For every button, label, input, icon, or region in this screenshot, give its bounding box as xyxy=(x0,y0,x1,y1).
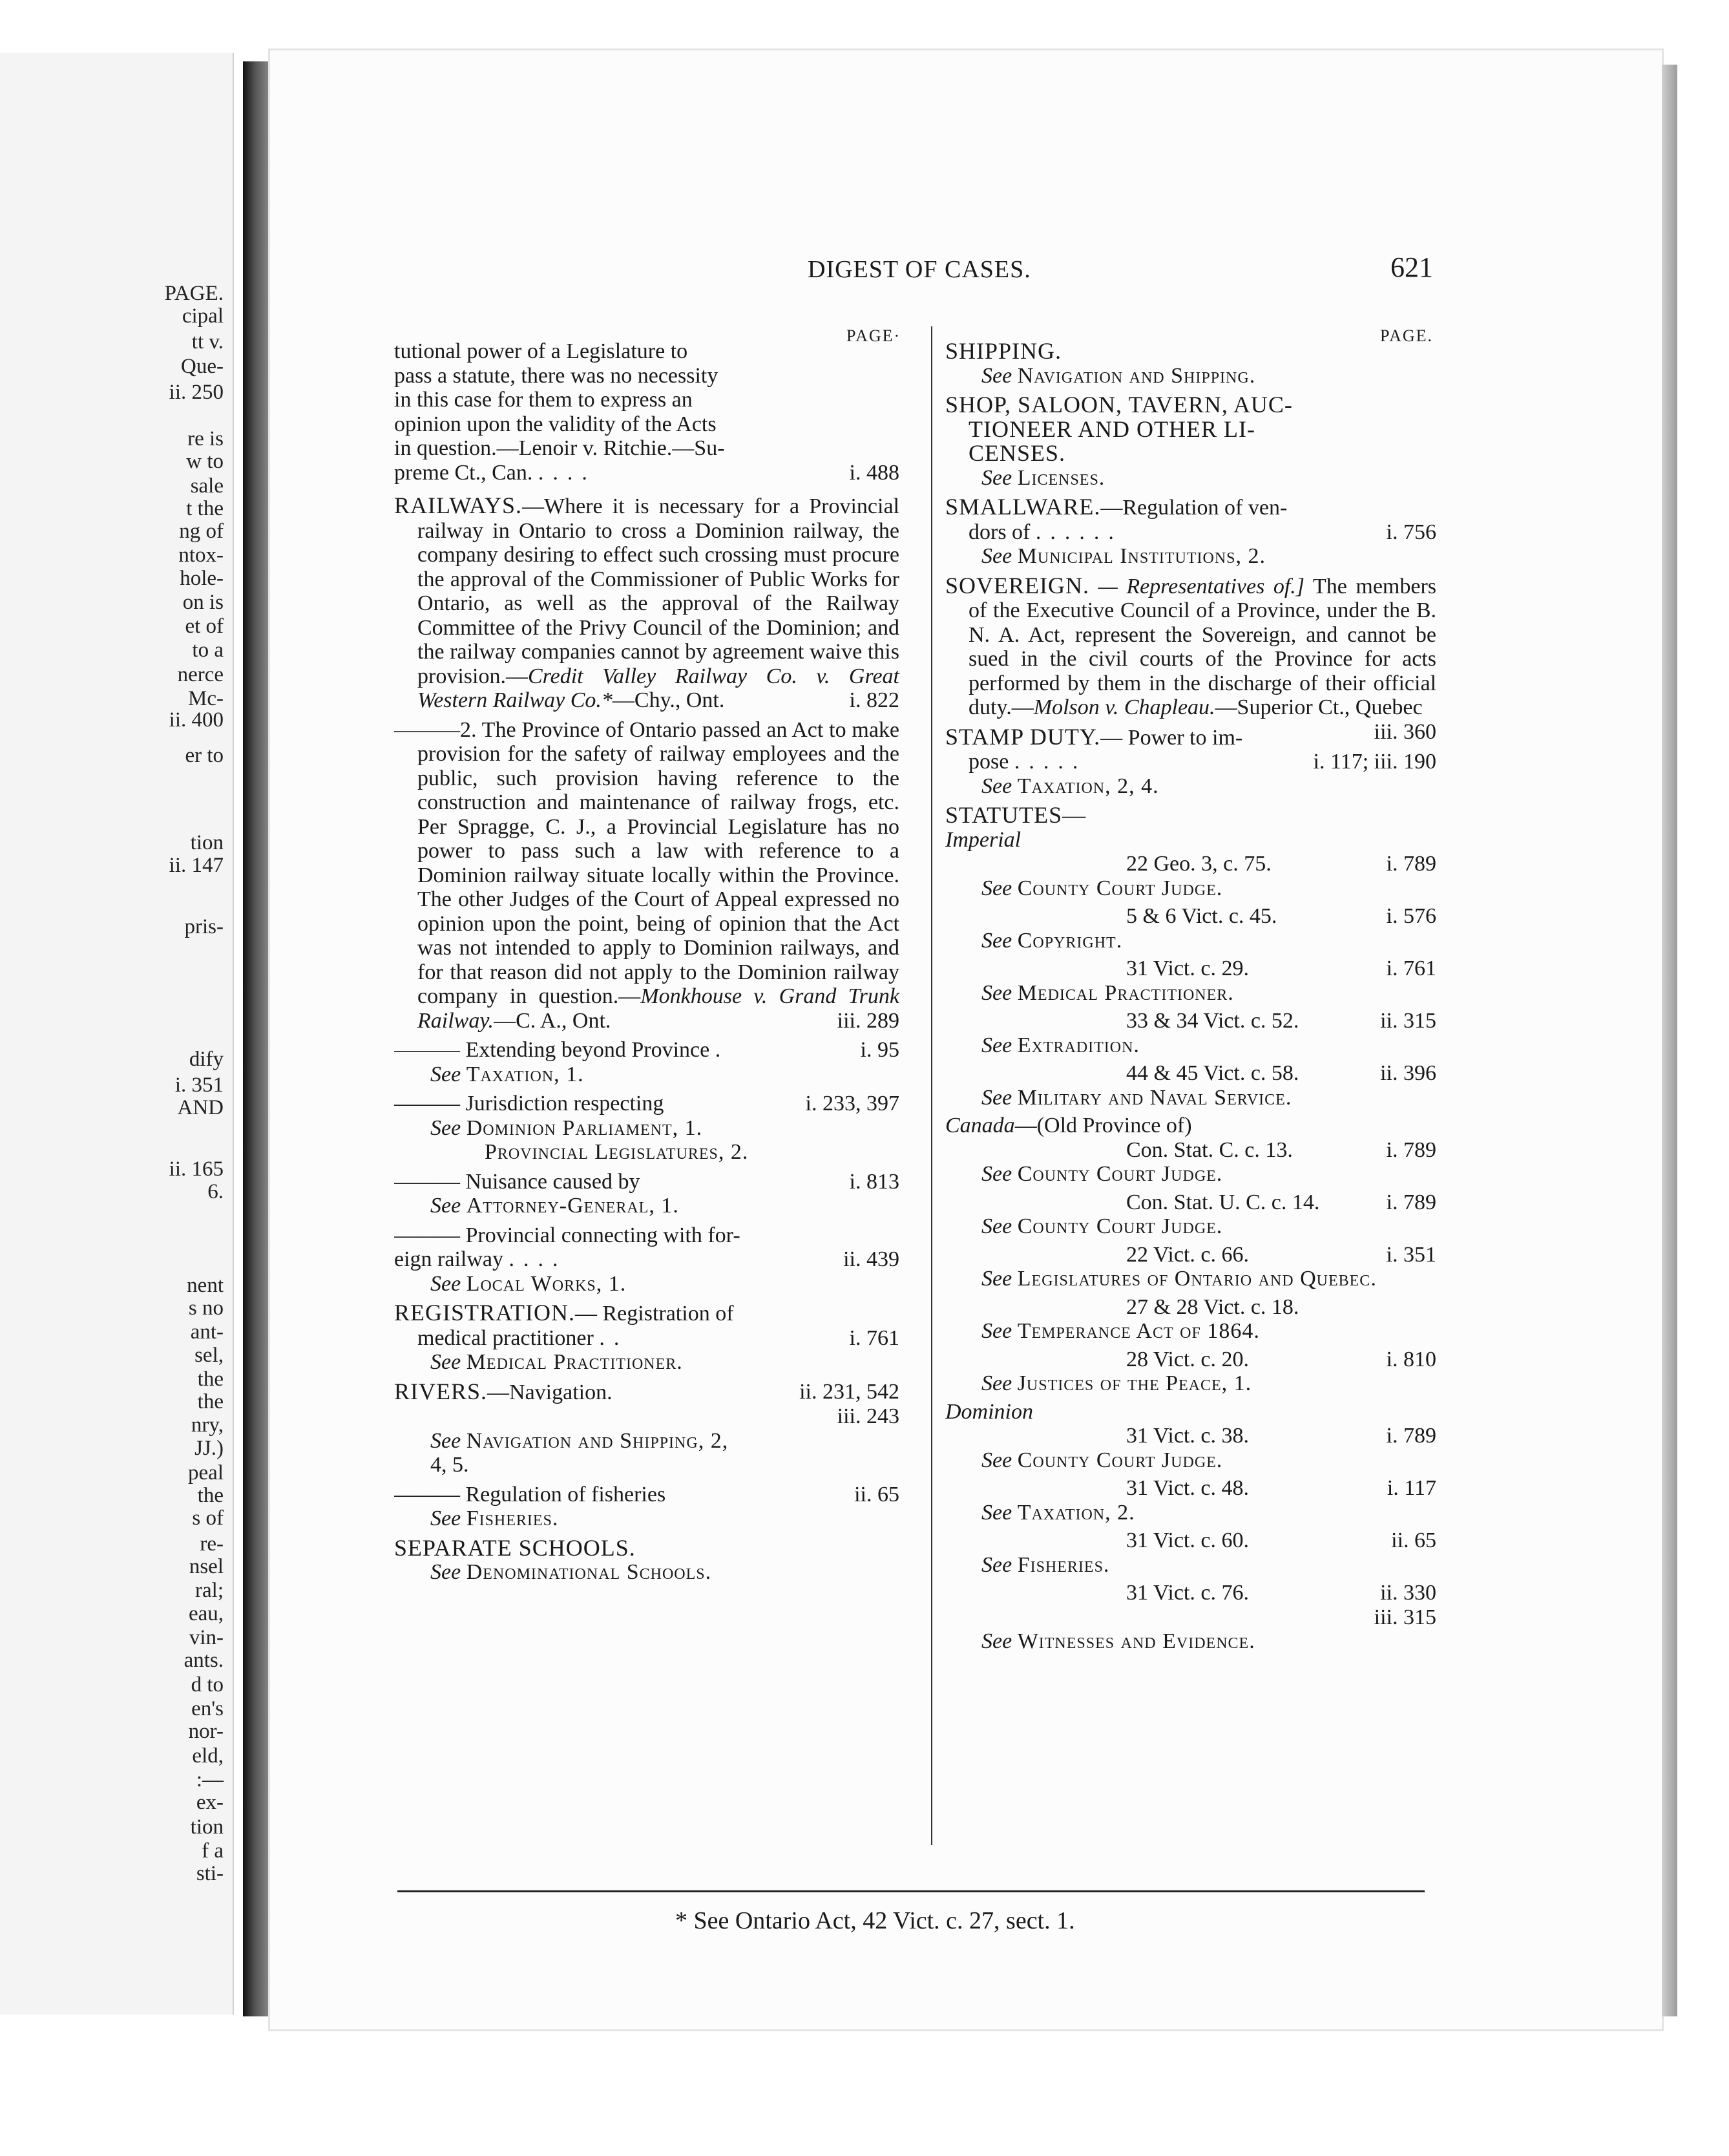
facing-page-fragment: hole- xyxy=(180,567,224,590)
see-label: See xyxy=(981,1319,1012,1343)
cross-ref: Provincial Legislatures, 2. xyxy=(485,1140,749,1164)
page-ref: i. 117; iii. 190 xyxy=(1313,750,1436,774)
statute-citation: 22 Geo. 3, c. 75. xyxy=(1126,852,1272,876)
entry-text: dors of xyxy=(969,520,1031,544)
footnote-rule xyxy=(397,1890,1425,1892)
page-ref: iii. 243 xyxy=(837,1404,899,1428)
cross-ref: Justices of the Peace, 1. xyxy=(1017,1371,1252,1395)
facing-page-fragment: peal xyxy=(188,1461,224,1485)
cross-ref: Navigation and Shipping. xyxy=(1017,363,1256,388)
statute-group-label: Canada xyxy=(945,1114,1015,1137)
statute-citation: Con. Stat. C. c. 13. xyxy=(1126,1137,1293,1162)
cross-ref: Taxation, 2. xyxy=(1017,1500,1135,1525)
facing-page-fragment: sel, xyxy=(194,1344,224,1367)
entry-text: eign railway xyxy=(394,1247,503,1271)
entry-text: ——— Jurisdiction respecting xyxy=(394,1092,664,1115)
page-ref: iii. 289 xyxy=(837,1008,899,1033)
page-edge xyxy=(1662,65,1677,2016)
facing-page-fragment: sti- xyxy=(196,1862,224,1885)
entry-text: ——— Extending beyond Province . xyxy=(394,1038,721,1062)
cross-ref: Witnesses and Evidence. xyxy=(1017,1629,1255,1653)
statute-entry xyxy=(945,1190,1436,1239)
facing-page-fragment: w to xyxy=(186,450,224,473)
facing-page-fragment: 6. xyxy=(207,1180,224,1203)
facing-page-fragment: ral; xyxy=(195,1579,224,1602)
footnote: * See Ontario Act, 42 Vict. c. 27, sect. 1. xyxy=(675,1907,1075,1934)
statute-entry xyxy=(945,904,1436,953)
statute-entry xyxy=(945,1581,1436,1654)
cross-ref: Fisheries. xyxy=(1017,1552,1110,1577)
facing-page-fragment: tion xyxy=(190,1815,224,1839)
entry-line: preme Ct., Can. xyxy=(394,460,533,485)
facing-page-fragment: nsel xyxy=(189,1555,224,1578)
facing-page-fragment: AND xyxy=(177,1096,224,1119)
cross-ref: Medical Practitioner. xyxy=(1017,980,1234,1005)
facing-page-fragment: t the xyxy=(186,497,224,520)
facing-page-fragment: on is xyxy=(182,591,224,614)
facing-page-fragment: ii. 400 xyxy=(169,708,224,732)
entry-heading: SEPARATE SCHOOLS. xyxy=(394,1536,636,1560)
entry-text: —Regulation of ven- xyxy=(1100,496,1288,520)
facing-page-fragment: :— xyxy=(196,1768,224,1791)
see-label: See xyxy=(981,1162,1012,1186)
see-label: See xyxy=(981,1448,1012,1472)
page-ref: i. 810 xyxy=(1386,1347,1436,1371)
entry-stamp-duty: STAMP DUTY.— Power to im- pose ..... i. 117; iii. 190 See Taxation, 2, 4. xyxy=(945,724,1436,798)
statute-citation: 5 & 6 Vict. c. 45. xyxy=(1126,904,1277,928)
facing-page-fragment: eld, xyxy=(192,1744,224,1768)
dominion-statutes xyxy=(945,1424,1436,1654)
right-column-page-label: PAGE. xyxy=(1380,326,1434,345)
cross-ref: Taxation, 1. xyxy=(466,1062,584,1086)
facing-page-fragment: ntox- xyxy=(178,544,224,567)
statute-citation: 31 Vict. c. 76. xyxy=(1126,1581,1249,1605)
court: —C. A., Ont. xyxy=(494,1008,611,1033)
see-label: See xyxy=(430,1560,461,1584)
cross-ref: Fisheries. xyxy=(466,1506,559,1530)
facing-page-fragment: re- xyxy=(200,1532,224,1556)
facing-page-fragment: nor- xyxy=(188,1720,224,1743)
page-ref: iii. 360 xyxy=(1374,719,1436,744)
imperial-statutes xyxy=(945,852,1436,1110)
canada-statutes xyxy=(945,1138,1436,1396)
page-ref: ii. 231, 542 xyxy=(799,1379,899,1404)
cross-ref: Local Works, 1. xyxy=(466,1271,627,1296)
page-ref: i. 95 xyxy=(860,1038,899,1062)
see-label: See xyxy=(981,1500,1012,1525)
statute-citation: 28 Vict. c. 20. xyxy=(1126,1347,1249,1371)
see-label: See xyxy=(981,1629,1012,1653)
entry-heading: RIVERS. xyxy=(394,1379,488,1404)
entry-subheading: — Representatives of.] xyxy=(1098,574,1305,598)
cross-ref: Denominational Schools. xyxy=(466,1560,712,1584)
see-label: See xyxy=(981,928,1012,953)
statute-citation: Con. Stat. U. C. c. 14. xyxy=(1126,1190,1320,1214)
cross-ref: Taxation, 2, 4. xyxy=(1017,774,1159,798)
statute-citation: 31 Vict. c. 29. xyxy=(1126,956,1249,980)
cross-ref: Municipal Institutions, 2. xyxy=(1017,544,1266,568)
see-label: See xyxy=(430,1271,461,1296)
page-ref: i. 789 xyxy=(1386,1190,1436,1214)
facing-page-fragment: d to xyxy=(191,1673,224,1696)
facing-page-fragment: s no xyxy=(188,1296,224,1320)
entry-text: —Where it is necessary for a Provincial railway in Ontario to cross a Dominion railway, the company desiring to effect such crossing must procure the approval of the Commissioner of Public Works for Ontario, as well as the approval of the Railway Committee of the Privy Council of the Dominion; and the railway companies cannot by agreement waive this provision.— xyxy=(417,494,899,688)
cross-ref: County Court Judge. xyxy=(1017,1214,1223,1238)
statute-citation: 27 & 28 Vict. c. 18. xyxy=(1126,1295,1299,1319)
page-ref: ii. 65 xyxy=(854,1482,899,1506)
facing-page-fragment: Mc- xyxy=(188,687,224,710)
facing-page-fragment: the xyxy=(197,1484,224,1507)
entry-heading: SOVEREIGN. xyxy=(945,572,1089,598)
facing-page-fragment: Que- xyxy=(181,355,224,378)
statute-entry xyxy=(945,1295,1436,1344)
statute-entry xyxy=(945,1243,1436,1291)
facing-page-fragment: nent xyxy=(187,1274,224,1297)
cross-ref: Temperance Act of 1864. xyxy=(1017,1319,1260,1343)
entry-smallware: SMALLWARE.—Regulation of ven- dors of ...... i. 756 See Municipal Institutions, 2. xyxy=(945,495,1436,568)
facing-page-fragment: JJ.) xyxy=(194,1437,224,1460)
see-label: See xyxy=(981,1552,1012,1577)
see-label: See xyxy=(430,1115,461,1140)
statute-entry xyxy=(945,1476,1436,1525)
entry-text: — Registration of xyxy=(575,1302,734,1326)
entry-railways xyxy=(394,494,899,713)
page-ref: ii. 315 xyxy=(1380,1009,1436,1033)
entry-shop-saloon xyxy=(945,393,1436,490)
statute-group-label: Dominion xyxy=(945,1399,1033,1424)
see-label: See xyxy=(981,774,1012,798)
cross-ref: Military and Naval Service. xyxy=(1017,1085,1292,1110)
left-column xyxy=(394,339,899,1590)
page-ref: i. 351 xyxy=(1386,1242,1436,1267)
facing-page-fragment: dify xyxy=(189,1048,224,1071)
page-ref: ii. 396 xyxy=(1380,1061,1436,1085)
case-name: Monkhouse v. Grand Trunk Railway. xyxy=(417,984,899,1033)
page-ref: i. 756 xyxy=(1386,520,1436,544)
statute-entry xyxy=(945,1138,1436,1187)
entry-heading: SHOP, SALOON, TAVERN, AUC- xyxy=(945,393,1293,417)
facing-page-fragment: ii. 147 xyxy=(169,854,224,877)
cross-ref: County Court Judge. xyxy=(1017,876,1223,900)
see-label: See xyxy=(981,1085,1012,1110)
statute-entry xyxy=(945,1009,1436,1057)
statute-entry xyxy=(945,1424,1436,1472)
facing-page-fragment: vin- xyxy=(189,1626,224,1649)
cross-ref: Dominion Parliament, 1. xyxy=(466,1115,703,1140)
page-ref: i. 761 xyxy=(849,1326,899,1350)
statute-citation: 33 & 34 Vict. c. 52. xyxy=(1126,1009,1299,1033)
entry-heading: CENSES. xyxy=(969,441,1066,466)
cross-ref: County Court Judge. xyxy=(1017,1448,1223,1472)
page-number: 621 xyxy=(1390,251,1433,283)
statute-citation: 31 Vict. c. 60. xyxy=(1126,1528,1249,1552)
facing-page-fragment: ants. xyxy=(183,1649,224,1672)
left-column-page-label: PAGE· xyxy=(846,326,901,345)
facing-page-fragment: tt v. xyxy=(191,330,224,354)
page-ref: iii. 315 xyxy=(1374,1605,1436,1629)
page-ref: ii. 65 xyxy=(1391,1528,1436,1552)
page-ref: i. 822 xyxy=(849,688,899,712)
entry-text: ——— Nuisance caused by xyxy=(394,1169,640,1194)
entry-text: pose xyxy=(969,750,1009,774)
entry-heading: SMALLWARE. xyxy=(945,495,1101,520)
entry-extending xyxy=(394,1038,899,1086)
cross-ref: 4, 5. xyxy=(430,1453,469,1477)
page-ref: i. 488 xyxy=(849,460,899,485)
statute-citation: 31 Vict. c. 48. xyxy=(1126,1476,1249,1500)
see-label: See xyxy=(430,1062,461,1086)
facing-page-fragment: s of xyxy=(192,1506,224,1530)
entry-line: tutional power of a Legislature to xyxy=(394,339,688,363)
entry-rivers xyxy=(394,1380,899,1477)
facing-page-fragment: the xyxy=(197,1390,224,1413)
facing-page-fragment: f a xyxy=(202,1839,224,1863)
entry-heading: RAILWAYS. xyxy=(394,492,523,518)
running-head: DIGEST OF CASES. xyxy=(808,256,1031,283)
entry-tutional-power: tutional power of a Legislature to pass a statute, there was no necessity in this case for them to express an opinion upon the validity of the Acts in question.—Lenoir v. Ritchie.—Su- preme Ct., Can. .... i. 488 xyxy=(394,339,899,485)
page-ref: i. 789 xyxy=(1386,1137,1436,1162)
facing-page-fragment: ant- xyxy=(190,1320,224,1344)
facing-page-fragment: eau, xyxy=(188,1602,224,1625)
facing-page-fragment: to a xyxy=(192,639,224,662)
entry-statutes xyxy=(945,803,1436,1654)
court: —Superior Ct., Quebec xyxy=(1215,695,1423,719)
page-ref: i. 233, 397 xyxy=(805,1092,899,1115)
facing-page-fragment: i. 351 xyxy=(174,1073,224,1097)
entry-line: pass a statute, there was no necessity xyxy=(394,363,718,388)
statute-entry xyxy=(945,1348,1436,1396)
statute-citation: 44 & 45 Vict. c. 58. xyxy=(1126,1061,1299,1085)
case-name: Credit Valley Railway Co. v. Great Western Railway Co.* xyxy=(417,664,899,712)
cross-ref: Legislatures of Ontario and Quebec. xyxy=(1017,1267,1377,1291)
see-label: See xyxy=(430,1350,461,1374)
page-ref: i. 761 xyxy=(1386,956,1436,980)
page-ref: i. 576 xyxy=(1386,904,1436,928)
entry-heading: SHIPPING. xyxy=(945,339,1062,364)
page-ref: i. 789 xyxy=(1386,1424,1436,1448)
entry-heading: STATUTES— xyxy=(945,803,1087,828)
facing-page-fragment: pris- xyxy=(184,915,224,938)
entry-separate-schools xyxy=(394,1536,899,1585)
facing-page-fragment: the xyxy=(197,1368,224,1391)
facing-page-fragment: ii. 165 xyxy=(169,1157,224,1181)
see-label: See xyxy=(430,1428,461,1453)
facing-page-fragment: PAGE. xyxy=(164,282,224,305)
see-label: See xyxy=(981,980,1012,1005)
see-label: See xyxy=(981,1267,1012,1291)
entry-heading: TIONEER AND OTHER LI- xyxy=(969,417,1255,441)
cross-ref: Copyright. xyxy=(1017,928,1123,953)
statute-entry xyxy=(945,1061,1436,1110)
entry-railways-2 xyxy=(394,718,899,1033)
see-label: See xyxy=(981,1214,1012,1238)
page-ref: i. 789 xyxy=(1386,852,1436,876)
cross-ref: Extradition. xyxy=(1017,1033,1140,1057)
see-label: See xyxy=(430,1194,461,1218)
entry-provincial-connecting: ——— Provincial connecting with for- eign railway .... ii. 439 See Local Works, 1. xyxy=(394,1223,899,1296)
page-ref: i. 117 xyxy=(1387,1476,1436,1500)
entry-jurisdiction xyxy=(394,1092,899,1165)
facing-page-fragment: sale xyxy=(190,474,224,498)
entry-text: medical practitioner xyxy=(417,1326,594,1350)
book-gutter xyxy=(243,61,270,2016)
column-rule xyxy=(931,326,932,1845)
statute-group-sub: —(Old Province of) xyxy=(1014,1114,1192,1137)
facing-page xyxy=(0,53,234,2014)
entry-heading: STAMP DUTY. xyxy=(945,724,1101,750)
entry-text: The members of the Executive Council of a Province, under the B. N. A. Act, represent the Sovereign, and cannot be sued in the civil courts of the Province for acts performed by them in the discharge of their official duty.— xyxy=(969,574,1437,719)
see-label: See xyxy=(981,363,1012,388)
statute-entry xyxy=(945,956,1436,1005)
facing-page-fragment: nerce xyxy=(177,663,224,686)
facing-page-fragment: et of xyxy=(185,615,224,638)
statute-citation: 22 Vict. c. 66. xyxy=(1126,1242,1249,1267)
entry-text: —Navigation. xyxy=(487,1380,613,1404)
cross-ref: Navigation and Shipping, 2, xyxy=(466,1428,729,1453)
see-label: See xyxy=(981,1033,1012,1057)
facing-page-fragment: en's xyxy=(191,1697,224,1720)
facing-page-fragment: re is xyxy=(187,427,224,450)
entry-nuisance xyxy=(394,1170,899,1218)
entry-text: ——— Regulation of fisheries xyxy=(394,1482,666,1506)
facing-page-fragment: ii. 250 xyxy=(169,381,224,404)
see-label: See xyxy=(981,544,1012,568)
entry-shipping xyxy=(945,339,1436,388)
entry-line: opinion upon the validity of the Acts xyxy=(394,412,717,436)
entry-text: ———2. The Province of Ontario passed an Act to make provision for the safety of railway employees and the public, such provision having reference to the construction and maintenance of railway frogs, etc. Per Spragge, C. J., a Provincial Legislature has no power to pass such a law with reference to a Dominion railway situate locally within the Province. The other Judges of the Court of Appeal expressed no opinion upon the point, being of opinion that the Act was not intended to apply to Dominion railways, and for that reason did not apply to the Dominion railway company in question.— xyxy=(394,717,899,1008)
entry-registration: REGISTRATION.— Registration of medical practitioner .. i. 761 See Medical Practitioner. xyxy=(394,1301,899,1374)
entry-regulation xyxy=(394,1483,899,1531)
statute-entry xyxy=(945,1528,1436,1577)
page-ref: i. 813 xyxy=(849,1169,899,1194)
entry-text: ——— Provincial connecting with for- xyxy=(394,1223,740,1247)
case-name: Molson v. Chapleau. xyxy=(1033,695,1215,719)
statute-entry xyxy=(945,852,1436,900)
see-label: See xyxy=(430,1506,461,1530)
see-label: See xyxy=(981,1371,1012,1395)
facing-page-fragment: er to xyxy=(185,744,224,767)
right-column xyxy=(945,339,1436,1659)
entry-heading: REGISTRATION. xyxy=(394,1301,575,1326)
court: —Chy., Ont. xyxy=(612,688,725,712)
entry-line: in question.—Lenoir v. Ritchie.—Su- xyxy=(394,436,725,460)
cross-ref: Medical Practitioner. xyxy=(466,1350,683,1374)
entry-line: in this case for them to express an xyxy=(394,388,693,412)
facing-page-fragment: ex- xyxy=(196,1791,224,1814)
facing-page-fragment: cipal xyxy=(182,304,224,328)
cross-ref: Attorney-General, 1. xyxy=(466,1194,679,1218)
see-label: See xyxy=(981,876,1012,900)
statute-group-label: Imperial xyxy=(945,827,1022,852)
facing-page-fragment: nry, xyxy=(191,1413,224,1437)
cross-ref: County Court Judge. xyxy=(1017,1162,1223,1186)
page-ref: ii. 330 xyxy=(1380,1581,1436,1605)
page-ref: ii. 439 xyxy=(843,1247,899,1271)
statute-citation: 31 Vict. c. 38. xyxy=(1126,1424,1249,1448)
entry-text: — Power to im- xyxy=(1100,725,1243,750)
see-label: See xyxy=(981,465,1012,490)
facing-page-fragment: ng of xyxy=(179,520,224,543)
facing-page-fragment: tion xyxy=(190,831,224,854)
cross-ref: Licenses. xyxy=(1017,465,1106,490)
